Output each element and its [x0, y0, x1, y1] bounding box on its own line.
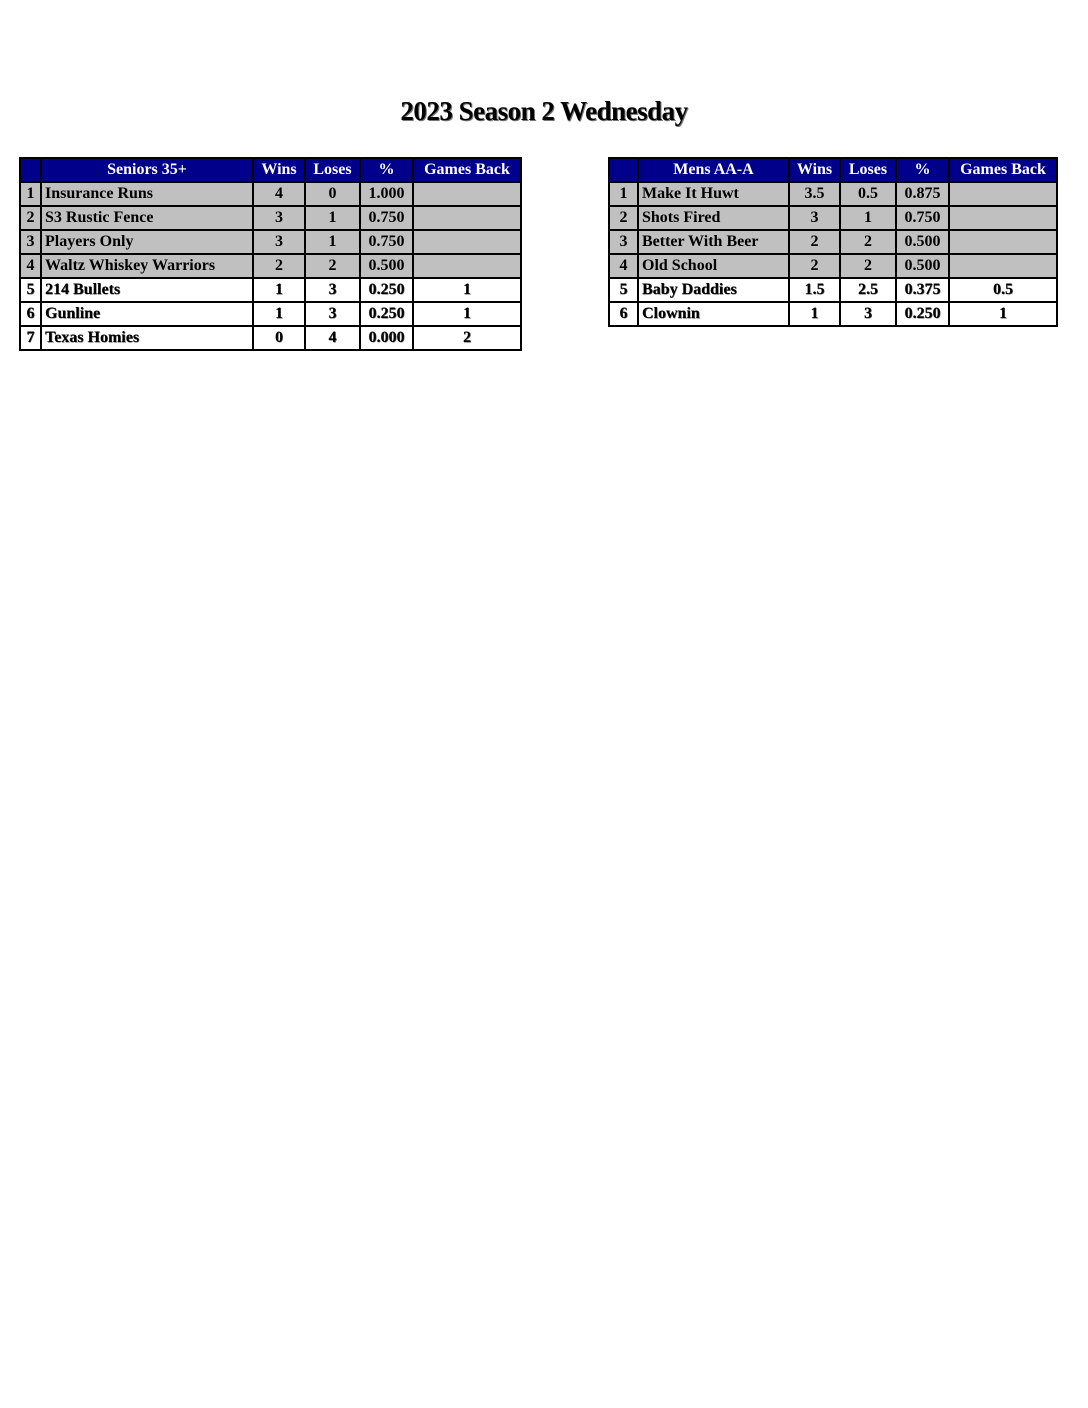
table-row [609, 182, 1057, 206]
pct-cell: 0.500 [896, 230, 949, 254]
wins-cell: 1.5 [789, 278, 840, 302]
rank-cell: 5 [20, 278, 41, 302]
games-back-cell [949, 254, 1057, 278]
team-name-cell: Insurance Runs [41, 182, 253, 206]
games-back-cell: 1 [949, 302, 1057, 326]
rank-cell: 1 [609, 182, 638, 206]
team-name-cell: 214 Bullets [41, 278, 253, 302]
loses-cell: 1 [305, 230, 360, 254]
standings-table-mens [608, 157, 1058, 327]
loses-cell: 1 [840, 206, 896, 230]
table-row [20, 278, 521, 302]
team-name-cell: Players Only [41, 230, 253, 254]
loses-cell: 2 [305, 254, 360, 278]
loses-cell: 3 [305, 278, 360, 302]
loses-cell: 0.5 [840, 182, 896, 206]
games-back-cell [949, 230, 1057, 254]
pct-cell: 0.500 [896, 254, 949, 278]
loses-cell: 2 [840, 254, 896, 278]
team-name-cell: S3 Rustic Fence [41, 206, 253, 230]
wins-cell: 1 [253, 302, 305, 326]
header-division-name: Seniors 35+ [41, 158, 253, 182]
games-back-cell [413, 254, 521, 278]
header-games-back: Games Back [949, 158, 1057, 182]
table-row [20, 230, 521, 254]
wins-cell: 2 [253, 254, 305, 278]
header-games-back: Games Back [413, 158, 521, 182]
header-pct: % [360, 158, 413, 182]
rank-cell: 7 [20, 326, 41, 350]
loses-cell: 2.5 [840, 278, 896, 302]
wins-cell: 1 [253, 278, 305, 302]
wins-cell: 0 [253, 326, 305, 350]
table-row [20, 302, 521, 326]
loses-cell: 2 [840, 230, 896, 254]
header-rank [609, 158, 638, 182]
pct-cell: 0.500 [360, 254, 413, 278]
games-back-cell: 1 [413, 302, 521, 326]
rank-cell: 2 [609, 206, 638, 230]
rank-cell: 3 [20, 230, 41, 254]
games-back-cell [413, 182, 521, 206]
rank-cell: 4 [609, 254, 638, 278]
table-header-row [609, 158, 1057, 182]
rank-cell: 2 [20, 206, 41, 230]
games-back-cell: 0.5 [949, 278, 1057, 302]
standings-table-seniors [19, 157, 522, 351]
loses-cell: 3 [840, 302, 896, 326]
team-name-cell: Better With Beer [638, 230, 789, 254]
rank-cell: 1 [20, 182, 41, 206]
wins-cell: 4 [253, 182, 305, 206]
pct-cell: 0.750 [896, 206, 949, 230]
games-back-cell: 1 [413, 278, 521, 302]
table-row [20, 182, 521, 206]
table-row [20, 326, 521, 350]
table-row [609, 254, 1057, 278]
games-back-cell [949, 206, 1057, 230]
team-name-cell: Baby Daddies [638, 278, 789, 302]
team-name-cell: Make It Huwt [638, 182, 789, 206]
rank-cell: 5 [609, 278, 638, 302]
header-loses: Loses [840, 158, 896, 182]
pct-cell: 0.875 [896, 182, 949, 206]
wins-cell: 3 [789, 206, 840, 230]
table-row [609, 278, 1057, 302]
table-row [609, 206, 1057, 230]
loses-cell: 3 [305, 302, 360, 326]
header-pct: % [896, 158, 949, 182]
pct-cell: 0.250 [896, 302, 949, 326]
games-back-cell: 2 [413, 326, 521, 350]
rank-cell: 6 [609, 302, 638, 326]
page-title: 2023 Season 2 Wednesday [400, 96, 688, 126]
loses-cell: 0 [305, 182, 360, 206]
wins-cell: 3 [253, 206, 305, 230]
wins-cell: 3 [253, 230, 305, 254]
rank-cell: 3 [609, 230, 638, 254]
pct-cell: 0.375 [896, 278, 949, 302]
team-name-cell: Waltz Whiskey Warriors [41, 254, 253, 278]
header-division-name: Mens AA-A [638, 158, 789, 182]
header-wins: Wins [253, 158, 305, 182]
header-loses: Loses [305, 158, 360, 182]
wins-cell: 2 [789, 254, 840, 278]
games-back-cell [413, 230, 521, 254]
table-row [20, 206, 521, 230]
loses-cell: 1 [305, 206, 360, 230]
wins-cell: 1 [789, 302, 840, 326]
team-name-cell: Clownin [638, 302, 789, 326]
header-wins: Wins [789, 158, 840, 182]
team-name-cell: Gunline [41, 302, 253, 326]
wins-cell: 3.5 [789, 182, 840, 206]
wins-cell: 2 [789, 230, 840, 254]
table-row [609, 230, 1057, 254]
team-name-cell: Texas Homies [41, 326, 253, 350]
pct-cell: 0.250 [360, 278, 413, 302]
table-row [609, 302, 1057, 326]
pct-cell: 0.000 [360, 326, 413, 350]
pct-cell: 0.750 [360, 206, 413, 230]
table-header-row [20, 158, 521, 182]
pct-cell: 0.750 [360, 230, 413, 254]
loses-cell: 4 [305, 326, 360, 350]
pct-cell: 0.250 [360, 302, 413, 326]
pct-cell: 1.000 [360, 182, 413, 206]
team-name-cell: Old School [638, 254, 789, 278]
table-row [20, 254, 521, 278]
team-name-cell: Shots Fired [638, 206, 789, 230]
games-back-cell [413, 206, 521, 230]
header-rank [20, 158, 41, 182]
rank-cell: 4 [20, 254, 41, 278]
rank-cell: 6 [20, 302, 41, 326]
games-back-cell [949, 182, 1057, 206]
